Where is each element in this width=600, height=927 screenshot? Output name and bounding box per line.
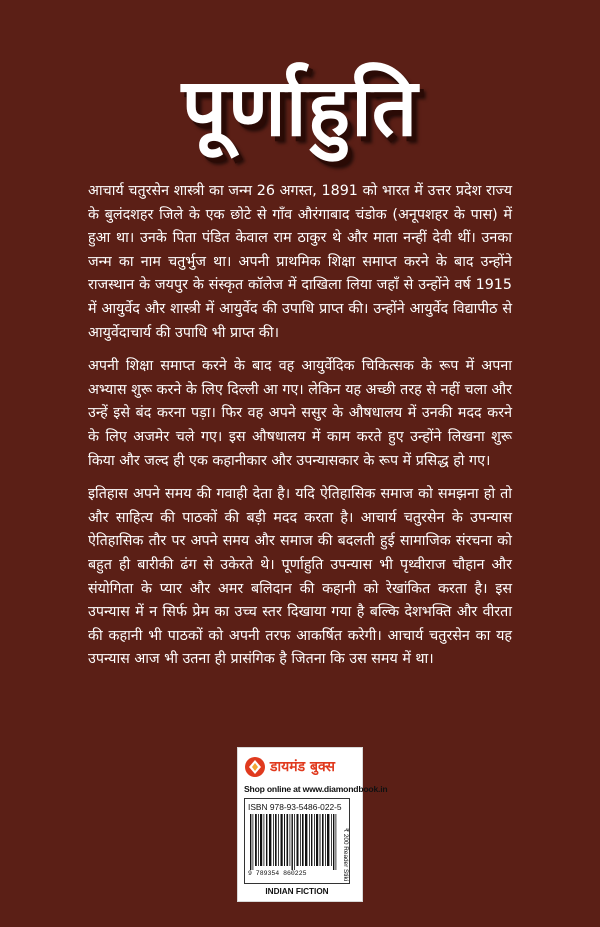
category-label: INDIAN FICTION [265, 887, 329, 896]
shop-online-link: Shop online at www.diamondbook.in [244, 784, 388, 794]
blurb-paragraph: आचार्य चतुरसेन शास्त्री का जन्म 26 अगस्त, 1891 को भारत में उत्तर प्रदेश राज्य के बुलंदशहर जिले के एक छोटे से गाँव औरंगाबाद चंडोक (अनूपशहर के पास) में हुआ था। उनके पिता पंडित केवाल राम ठाकुर थे और माता नन्हीं देवी थीं। उनका जन्म का नाम चतुर्भुज था। अपनी प्राथमिक शिक्षा समाप्त करने के बाद उन्होंने राजस्थान के जयपुर के संस्कृत कॉलेज में दाखिला लिया जहाँ से उन्होंने वर्ष 1915 में आयुर्वेद और शास्त्री में आयुर्वेद की उपाधि प्राप्त की। उन्होंने आयुर्वेद विद्यापीठ से आयुर्वेदाचार्य की उपाधि भी प्राप्त की। [88, 183, 512, 341]
price-label: ₹ 200 Reader Stiki [342, 828, 349, 882]
diamond-logo-icon [244, 756, 266, 778]
book-title: पूर्णाहुति [181, 61, 419, 154]
barcode [244, 798, 350, 884]
isbn-number: ISBN 978-93-5486-022-5 [248, 802, 342, 812]
blurb-paragraph: अपनी शिक्षा समाप्त करने के बाद वह आयुर्वेदिक चिकित्सक के रूप में अपना अभ्यास शुरू करने के लिए दिल्ली आ गए। लेकिन यह अच्छी तरह से नहीं चला और उन्हें इसे बंद करना पड़ा। फिर वह अपने ससुर के औषधालय में उनकी मदद करने के लिए अजमेर चले गए। इस औषधालय में काम करते हुए उन्होंने लिखना शुरू किया और जल्द ही एक कहानीकार और उपन्यासकार के रूप में प्रसिद्ध हो गए। [88, 358, 512, 469]
blurb-paragraph: इतिहास अपने समय की गवाही देता है। यदि ऐतिहासिक समाज को समझना हो तो और साहित्य की पाठकों की बड़ी मदद करता है। आचार्य चतुरसेन के उपन्यास ऐतिहासिक तौर पर अपने समय और समाज की बदलती हुई सामाजिक संरचना को बहुत ही बारीकी ढंग से उकेरते थे। पूर्णाहुति उपन्यास भी पृथ्वीराज चौहान और संयोगिता के प्यार और अमर बलिदान की कहानी को रेखांकित करता है। इस उपन्यास में न सिर्फ प्रेम का उच्च स्तर दिखाया गया है बल्कि देशभक्ति और वीरता की कहानी भी पाठकों को अपनी तरफ आकर्षित करेगी। आचार्य चतुरसेन का यह उपन्यास आज भी उतना ही प्रासंगिक है जितना कि उस समय में था। [88, 486, 512, 668]
publisher-logo [244, 756, 358, 780]
barcode-bars [248, 814, 346, 876]
publisher-name: डायमंड बुक्स [270, 759, 335, 775]
blurb [88, 180, 512, 682]
publisher-barcode-panel [237, 747, 388, 902]
svg-text:9 789354 860225: 9 789354 860225 [248, 870, 307, 876]
